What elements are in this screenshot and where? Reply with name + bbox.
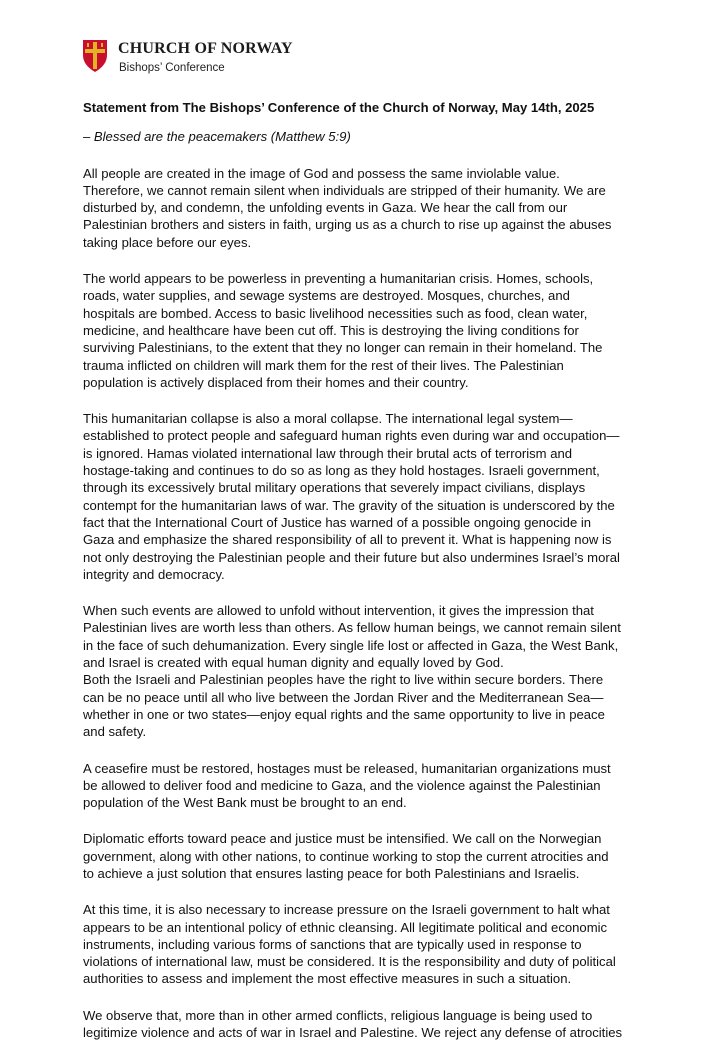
statement-title: Statement from The Bishops’ Conference of the Church of Norway, May 14th, 2025 [83, 100, 595, 115]
paragraph-line: When such events are allowed to unfold without intervention, it gives the impression that [83, 603, 594, 619]
paragraph-line: A ceasefire must be restored, hostages must be released, humanitarian organizations must [83, 760, 611, 776]
paragraph-line: We observe that, more than in other armed conflicts, religious language is being used to [83, 1007, 593, 1023]
paragraph-line: and safety. [83, 724, 147, 740]
paragraph-line: to achieve a just solution that ensures lasting peace for both Palestinians and Israelis. [83, 865, 580, 881]
paragraph-line: established to protect people and safeguard human rights even during war and occupation— [83, 428, 620, 444]
paragraph-line: in the face of such dehumanization. Every single life lost or affected in Gaza, the West Bank, [83, 637, 619, 653]
paragraph-line: roads, water supplies, and sewage systems are destroyed. Mosques, churches, and [83, 288, 570, 304]
organization-subtitle: Bishops’ Conference [119, 62, 225, 74]
paragraph-line: government, along with other nations, to continue working to stop the current atrocities and [83, 848, 609, 864]
paragraph [83, 830, 653, 882]
paragraph-line: legitimize violence and acts of war in Israel and Palestine. We reject any defense of atrocities [83, 1025, 623, 1041]
paragraph [83, 901, 653, 987]
paragraph [83, 270, 653, 391]
paragraph-line: through its excessively brutal military operations that severely impact civilians, displays [83, 480, 586, 496]
paragraph-line: not only destroying the Palestinian people and their future but also undermines Israel’s moral [83, 549, 620, 565]
paragraph-line: Diplomatic efforts toward peace and justice must be intensified. We call on the Norwegian [83, 831, 602, 847]
paragraphs [83, 165, 653, 1041]
epigraph: – Blessed are the peacemakers (Matthew 5:9) [83, 129, 351, 145]
paragraph-line: All people are created in the image of God and possess the same inviolable value. [83, 165, 560, 181]
paragraph-line: The world appears to be powerless in preventing a humanitarian crisis. Homes, schools, [83, 271, 594, 287]
paragraph-line: be allowed to deliver food and medicine to Gaza, and the violence against the Palestinian [83, 777, 601, 793]
paragraph-line: can be no peace until all who live between the Jordan River and the Mediterranean Sea— [83, 689, 604, 705]
paragraph-line: hostage-taking and continues to do so as long as they hold hostages. Israeli government, [83, 463, 600, 479]
paragraph-line: trauma inflicted on children will mark them for the rest of their lives. The Palestinian [83, 357, 564, 373]
document-body [83, 99, 653, 1041]
paragraph-line: Gaza and emphasize the shared responsibility of all to prevent it. What is happening now is [83, 532, 612, 548]
paragraph-line: authorities to assess and implement the most effective measures in such a situation. [83, 971, 572, 987]
paragraph-line: population of the West Bank must be brought to an end. [83, 795, 407, 811]
paragraph [83, 671, 653, 740]
letterhead [82, 39, 382, 79]
paragraph-line: Palestinian brothers and sisters in faith, urging us as a church to rise up against the abuses [83, 217, 612, 233]
paragraph-line: disturbed by, and condemn, the unfolding events in Gaza. We hear the call from our [83, 200, 568, 216]
paragraph-line: population is actively displaced from their homes and their country. [83, 374, 469, 390]
paragraph-line: hospitals are bombed. Access to basic livelihood necessities such as food, clean water, [83, 305, 588, 321]
paragraph-line: taking place before our eyes. [83, 234, 252, 250]
church-of-norway-cross-shield-icon [82, 39, 108, 73]
paragraph [83, 410, 653, 583]
organization-name: CHURCH OF NORWAY [118, 40, 293, 57]
paragraph-line: surviving Palestinians, to the extent that they no longer can remain in their homeland. The [83, 340, 603, 356]
paragraph-line: instruments, including various forms of sanctions that are typically used in response to [83, 936, 582, 952]
paragraph-line: Therefore, we cannot remain silent when individuals are stripped of their humanity. We are [83, 182, 606, 198]
paragraph-line: contempt for the humanitarian laws of war. The gravity of the situation is underscored by the [83, 497, 615, 513]
paragraph-line: fact that the International Court of Justice has warned of a possible ongoing genocide in [83, 514, 592, 530]
paragraph [83, 165, 653, 251]
paragraph-line: This humanitarian collapse is also a moral collapse. The international legal system— [83, 411, 573, 427]
paragraph-line: is ignored. Hamas violated international law through their brutal acts of terrorism and [83, 445, 573, 461]
paragraph-line: integrity and democracy. [83, 566, 225, 582]
paragraph-line: appears to be an intentional policy of ethnic cleansing. All legitimate political and economic [83, 919, 608, 935]
paragraph-line: and Israel is created with equal human dignity and equally loved by God. [83, 655, 504, 671]
paragraph-line: medicine, and healthcare have been cut off. This is destroying the living conditions for [83, 322, 579, 338]
paragraph-line: Palestinian lives are worth less than others. As fellow human beings, we cannot remain silent [83, 620, 621, 636]
paragraph-line: Both the Israeli and Palestinian peoples have the right to live within secure borders. There [83, 672, 604, 688]
paragraph [83, 602, 653, 671]
paragraph-line: violations of international law, must be considered. It is the responsibility and duty of political [83, 954, 616, 970]
paragraph-line: At this time, it is also necessary to increase pressure on the Israeli government to halt what [83, 902, 610, 918]
paragraph-line: whether in one or two states—enjoy equal rights and the same opportunity to live in peace [83, 706, 605, 722]
paragraph [83, 760, 653, 812]
